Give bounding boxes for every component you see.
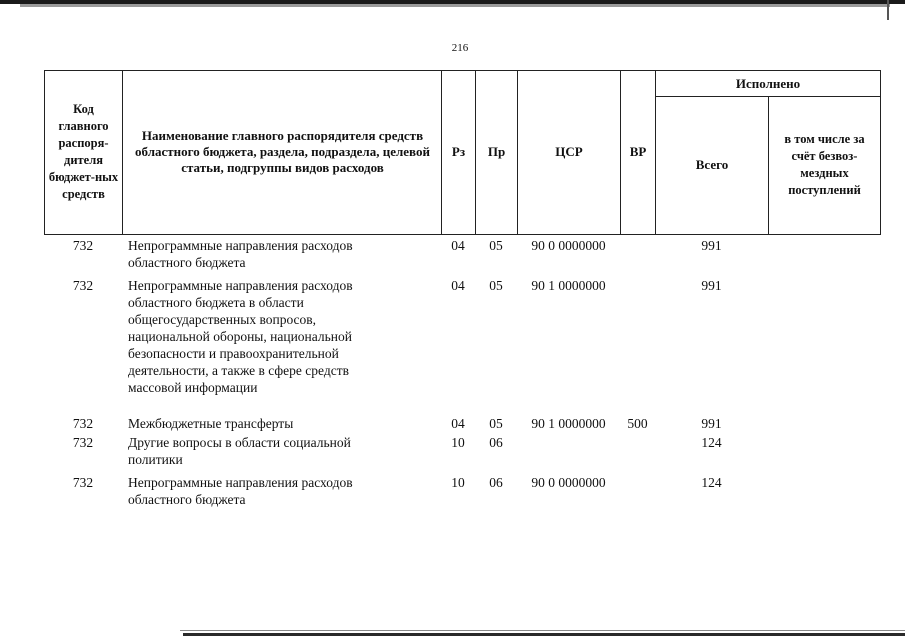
row-total: 991 (701, 238, 722, 253)
header-name: Наименование главного распорядителя средств областного бюджета, раздела, подраздела, целевой статьи, подгруппы видов расходов (135, 128, 430, 175)
row-rz: 04 (451, 278, 465, 293)
header-gratuitous: в том числе за счёт безвоз-мездных поступлений (784, 132, 865, 197)
scan-border-top-shade (20, 4, 890, 7)
row-total: 124 (701, 435, 722, 450)
row-total: 991 (701, 278, 722, 293)
row-rz: 10 (451, 475, 465, 490)
header-executed: Исполнено (735, 75, 801, 91)
row-code: 732 (72, 416, 94, 431)
row-total: 991 (701, 416, 722, 431)
row-name: Межбюджетные трансферты (128, 416, 294, 431)
header-vr: ВР (629, 144, 647, 159)
row-vr: 500 (627, 416, 648, 431)
row-name: Непрограммные направления расходов областного бюджета (128, 475, 353, 507)
row-name: Непрограммные направления расходов областного бюджета в области общегосударственных вопросов, национальной обороны, национальной безопасности и правоохранительной деятельности, а также в сфере средств массовой информации (128, 278, 353, 395)
row-pr: 06 (489, 435, 503, 450)
row-pr: 06 (489, 475, 503, 490)
header-pr: Пр (487, 144, 506, 159)
row-rz: 04 (451, 416, 465, 431)
row-pr: 05 (489, 278, 503, 293)
row-csr: 90 0 0000000 (531, 475, 606, 490)
row-pr: 05 (489, 416, 503, 431)
row-code: 732 (72, 238, 94, 253)
row-name: Непрограммные направления расходов областного бюджета (128, 238, 353, 270)
row-csr: 90 0 0000000 (531, 238, 606, 253)
row-rz: 10 (451, 435, 465, 450)
row-name: Другие вопросы в области социальной политики (128, 435, 351, 467)
scan-border-right (887, 0, 889, 20)
header-rz: Рз (451, 144, 466, 159)
row-pr: 05 (489, 238, 503, 253)
scan-border-bottom (183, 633, 905, 636)
header-csr: ЦСР (555, 144, 583, 159)
row-csr: 90 1 0000000 (531, 416, 606, 431)
row-rz: 04 (451, 238, 465, 253)
header-code: Код главного распоря-дителя бюджет-ных средств (48, 102, 119, 201)
row-code: 732 (72, 278, 94, 293)
header-total: Всего (695, 157, 729, 172)
page-number: 216 (451, 42, 469, 54)
row-total: 124 (701, 475, 722, 490)
row-code: 732 (72, 475, 94, 490)
scan-border-bottom-shade (180, 630, 905, 631)
row-csr: 90 1 0000000 (531, 278, 606, 293)
row-code: 732 (72, 435, 94, 450)
